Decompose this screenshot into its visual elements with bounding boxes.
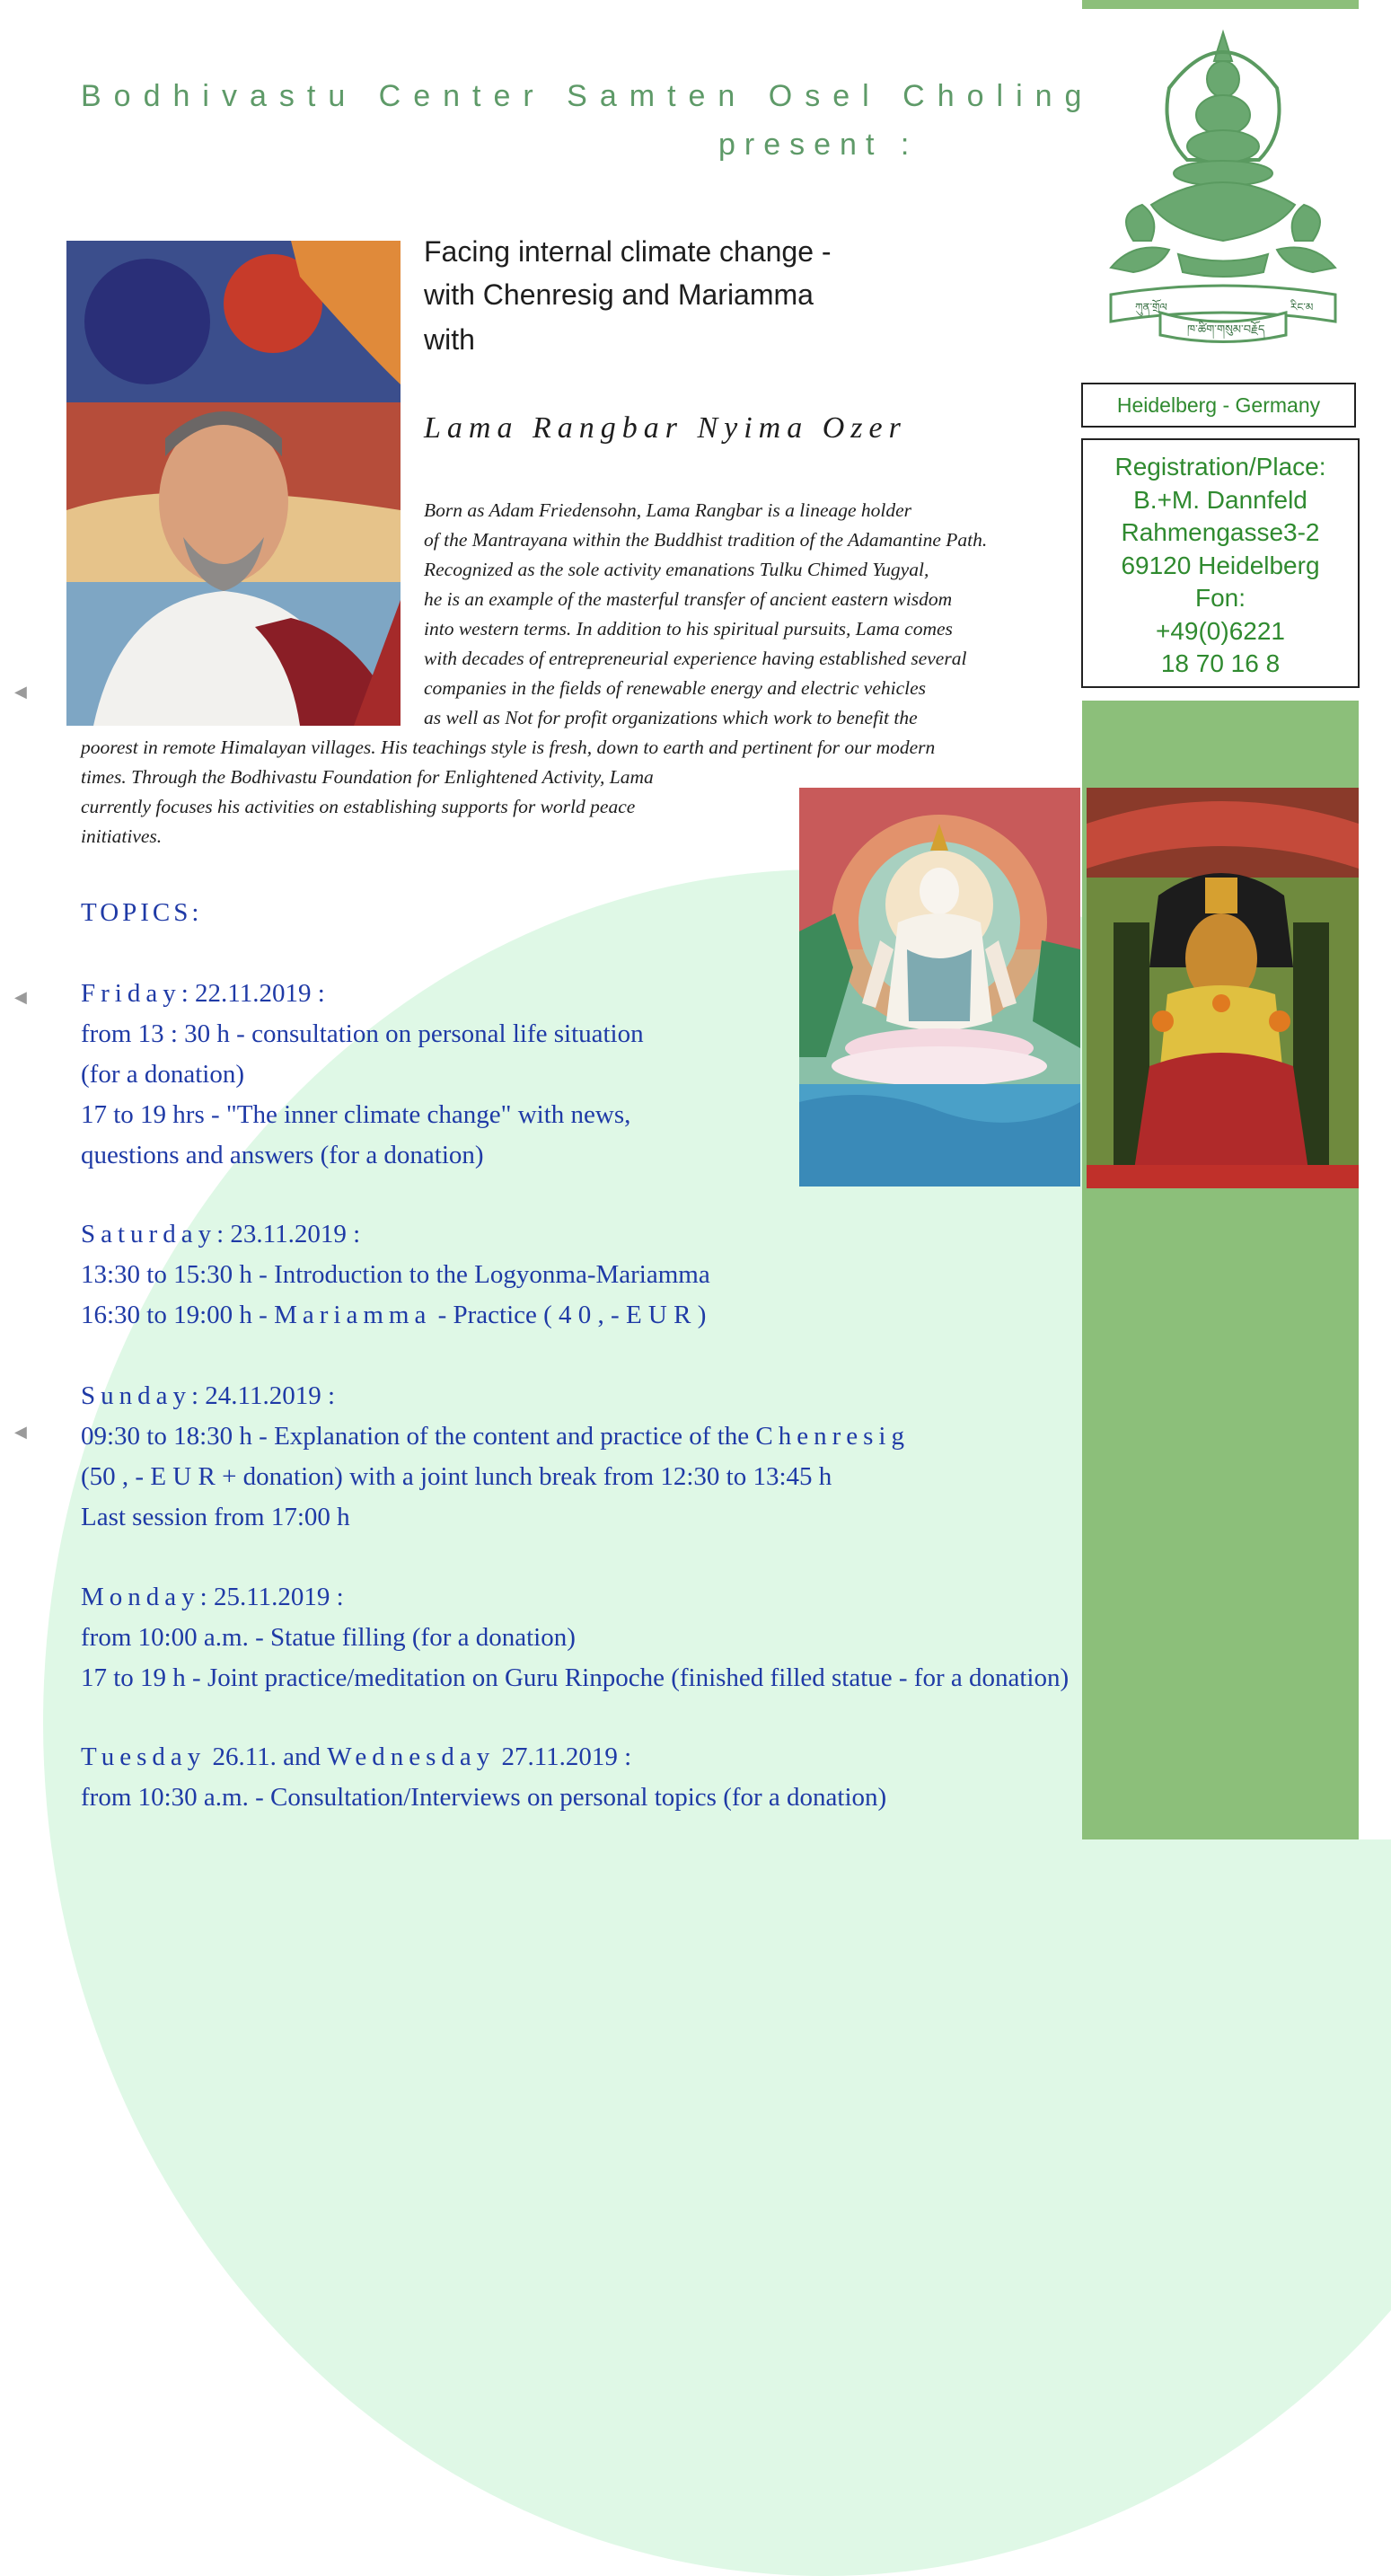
- sunday-line-1-text: 09:30 to 18:30 h - Explanation of the content and practice of the: [81, 1422, 756, 1451]
- saturday-date: : 23.11.2019 :: [216, 1220, 361, 1248]
- mariamma-statue-image: [1087, 788, 1359, 1188]
- present-label: present :: [718, 128, 919, 162]
- right-margin: [1359, 0, 1391, 1839]
- friday-day: Friday: [81, 979, 181, 1008]
- bio-line: companies in the fields of renewable energy and electric vehicles: [424, 677, 927, 699]
- saturday-line-2: [81, 1301, 706, 1330]
- friday-line-2: (for a donation): [81, 1060, 244, 1089]
- topics-heading: TOPICS:: [81, 898, 203, 927]
- saturday-line-2-price: ( 4 0 , - E U R ): [543, 1301, 707, 1329]
- tuesday-day: Tuesday: [81, 1742, 207, 1771]
- registration-box: [1081, 438, 1360, 688]
- lama-portrait-photo: [66, 241, 401, 726]
- event-title-line-1: Facing internal climate change -: [424, 235, 832, 268]
- sunday-date: : 24.11.2019 :: [191, 1381, 336, 1410]
- registration-heading: Registration/Place:: [1114, 453, 1326, 481]
- tuesday-line-1: from 10:30 a.m. - Consultation/Interviews on personal topics (for a donation): [81, 1783, 887, 1812]
- saturday-line-2-time: 16:30 to 19:00 h -: [81, 1301, 275, 1329]
- friday-line-1: from 13 : 30 h - consultation on personal life situation: [81, 1019, 644, 1048]
- bio-line: he is an example of the masterful transfer of ancient eastern wisdom: [424, 588, 953, 610]
- left-arrow-icon: ◀: [14, 988, 27, 1007]
- sunday-line-1: [81, 1422, 910, 1451]
- monday-heading: [81, 1583, 344, 1612]
- left-arrow-icon: ◀: [14, 1423, 27, 1442]
- saturday-line-1: 13:30 to 15:30 h - Introduction to the Logyonma-Mariamma: [81, 1260, 710, 1289]
- bodhivastu-emblem: [1097, 25, 1349, 348]
- friday-line-4: questions and answers (for a donation): [81, 1141, 484, 1169]
- event-title-line-2: with Chenresig and Mariamma: [424, 278, 814, 311]
- event-title-line-3: with: [424, 323, 475, 356]
- registration-city: 69120 Heidelberg: [1121, 551, 1320, 579]
- bio-line: with decades of entrepreneurial experience having established several: [424, 648, 967, 669]
- tuesday-date: 26.11. and: [206, 1742, 328, 1771]
- monday-date: : 25.11.2019 :: [199, 1583, 344, 1611]
- sunday-line-1-chenresig: Chenresig: [755, 1422, 910, 1451]
- saturday-heading: [81, 1220, 360, 1249]
- bio-line: times. Through the Bodhivastu Foundation for Enlightened Activity, Lama: [81, 766, 654, 788]
- saturday-line-2-mariamma: Mariamma: [274, 1301, 432, 1329]
- saturday-line-2-practice: - Practice: [431, 1301, 544, 1329]
- bio-line: into western terms. In addition to his spiritual pursuits, Lama comes: [424, 618, 953, 640]
- friday-date: : 22.11.2019 :: [180, 979, 325, 1008]
- bio-line: as well as Not for profit organizations which work to benefit the: [424, 707, 918, 728]
- organization-title: Bodhivastu Center Samten Osel Choling: [81, 79, 1095, 113]
- emblem-script-left: ཀུན་གྲོལ: [1135, 301, 1167, 313]
- emblem-script-right: རིང་མ: [1290, 301, 1314, 313]
- monday-line-2: 17 to 19 h - Joint practice/meditation on Guru Rinpoche (finished filled statue - for a donation): [81, 1663, 1070, 1692]
- teacher-name: Lama Rangbar Nyima Ozer: [424, 411, 907, 445]
- saturday-day: Saturday: [81, 1220, 217, 1248]
- wednesday-day: Wednesday: [327, 1742, 496, 1771]
- friday-heading: [81, 979, 325, 1009]
- chenresig-thangka-image: [799, 788, 1080, 1187]
- phone-label: Fon:: [1194, 584, 1246, 612]
- bio-line: currently focuses his activities on establishing supports for world peace: [81, 796, 636, 817]
- tuesday-wednesday-heading: [81, 1742, 631, 1772]
- left-arrow-icon: ◀: [14, 683, 27, 701]
- monday-day: Monday: [81, 1583, 200, 1611]
- sunday-line-3: Last session from 17:00 h: [81, 1503, 350, 1531]
- phone-line-1: +49(0)6221: [1155, 616, 1285, 645]
- bio-line: of the Mantrayana within the Buddhist tradition of the Adamantine Path.: [424, 529, 988, 551]
- sunday-heading: [81, 1381, 335, 1411]
- monday-line-1: from 10:00 a.m. - Statue filling (for a donation): [81, 1623, 576, 1652]
- side-band-top-strip: [1082, 0, 1359, 9]
- friday-line-3: 17 to 19 hrs - "The inner climate change" with news,: [81, 1100, 631, 1129]
- registration-name: B.+M. Dannfeld: [1133, 485, 1307, 514]
- bio-line: poorest in remote Himalayan villages. His teachings style is fresh, down to earth and pertinent for our modern: [81, 737, 936, 758]
- sunday-day: Sunday: [81, 1381, 191, 1410]
- phone-line-2: 18 70 16 8: [1160, 649, 1281, 677]
- registration-street: Rahmengasse3-2: [1121, 518, 1320, 546]
- bio-line: Recognized as the sole activity emanations Tulku Chimed Yugyal,: [424, 559, 929, 580]
- location-box: Heidelberg - Germany: [1081, 383, 1356, 428]
- emblem-script-center: ཁ་ཚིག་གསུམ་བརྗོད: [1187, 323, 1265, 337]
- bio-line: Born as Adam Friedensohn, Lama Rangbar is a lineage holder: [424, 499, 912, 521]
- wednesday-date: 27.11.2019 :: [495, 1742, 632, 1771]
- bio-line: initiatives.: [81, 825, 163, 847]
- sunday-line-2: (50 , - E U R + donation) with a joint lunch break from 12:30 to 13:45 h: [81, 1462, 832, 1491]
